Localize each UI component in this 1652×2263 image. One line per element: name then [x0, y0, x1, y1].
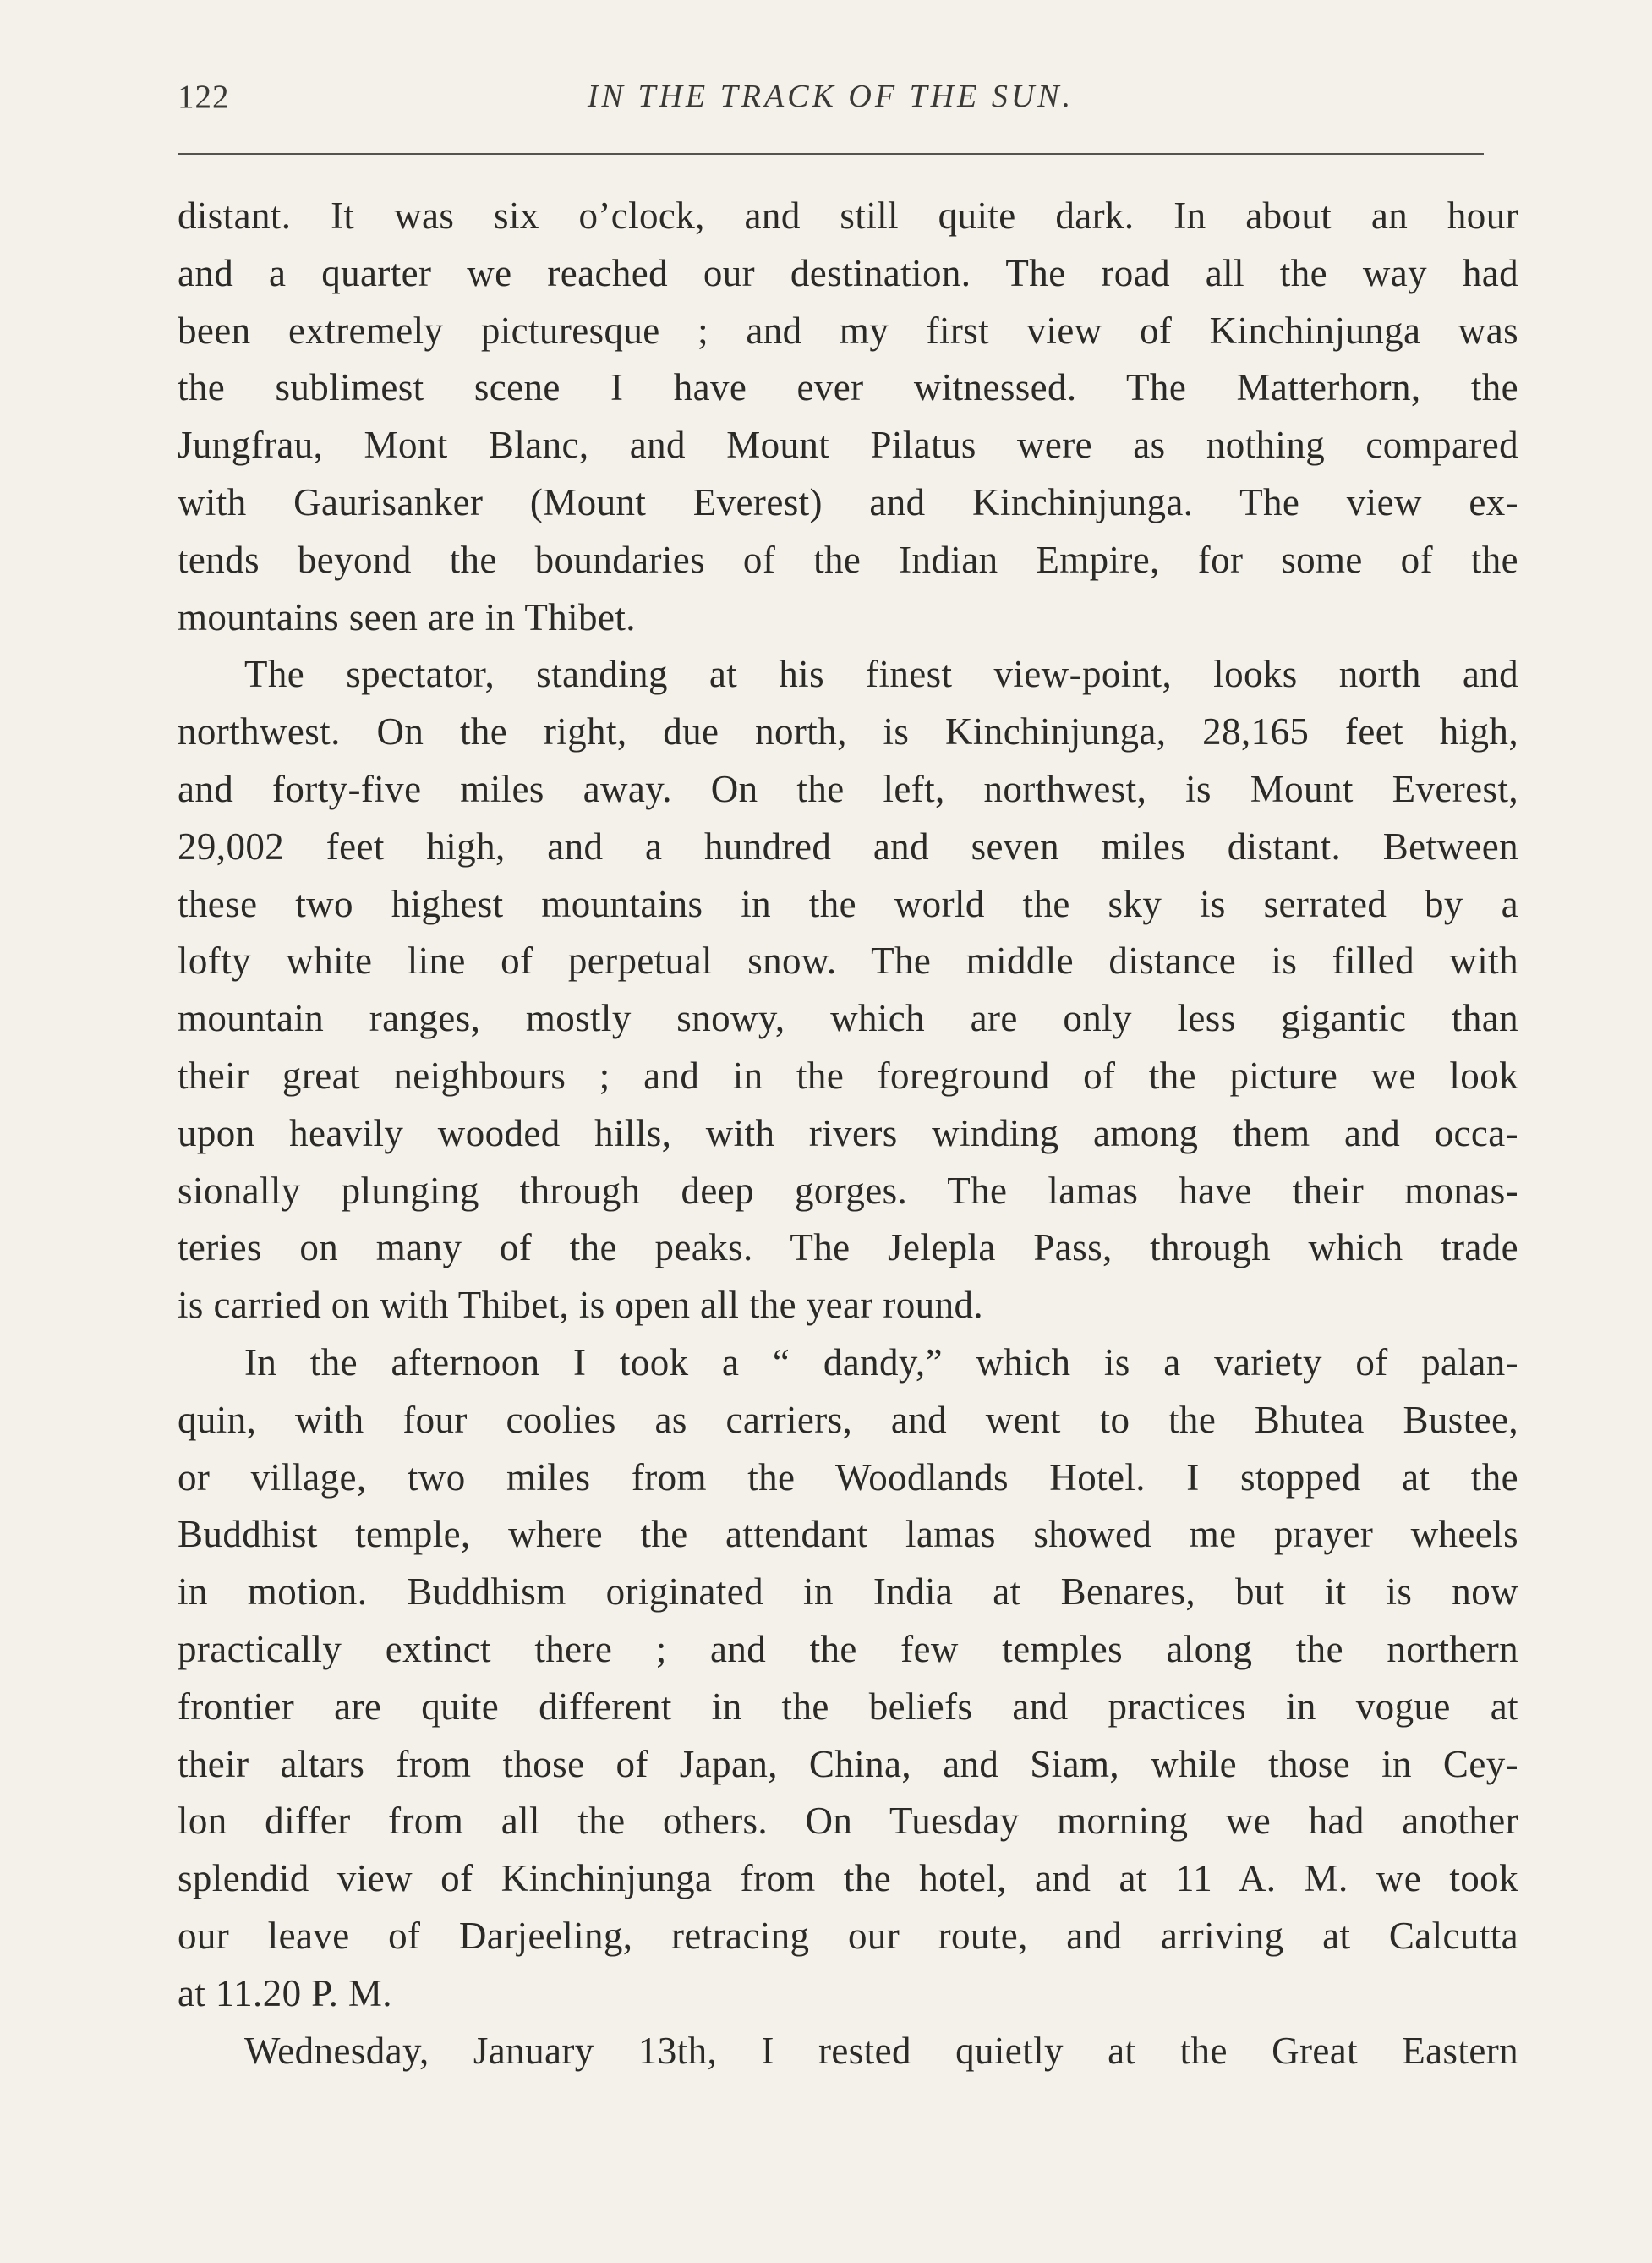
- text-line: teries on many of the peaks. The Jelepla Pass, through which trade: [178, 1226, 1518, 1269]
- text-line: frontier are quite different in the beliefs and practices in vogue at: [178, 1685, 1518, 1728]
- page-number: 122: [178, 79, 230, 115]
- text-line: or village, two miles from the Woodlands Hotel. I stopped at the: [178, 1455, 1518, 1499]
- text-line: The spectator, standing at his finest view-point, looks north and: [244, 653, 1518, 696]
- text-line: quin, with four coolies as carriers, and went to the Bhutea Bustee,: [178, 1398, 1518, 1441]
- text-line: practically extinct there ; and the few temples along the northern: [178, 1627, 1518, 1670]
- text-line: Jungfrau, Mont Blanc, and Mount Pilatus were as nothing compared: [178, 424, 1518, 467]
- running-title: IN THE TRACK OF THE SUN.: [587, 79, 1075, 114]
- text-line: their altars from those of Japan, China, and Siam, while those in Cey-: [178, 1742, 1518, 1785]
- text-line: lon differ from all the others. On Tuesday morning we had another: [178, 1800, 1518, 1843]
- text-line: northwest. On the right, due north, is Kinchinjunga, 28,165 feet high,: [178, 710, 1518, 753]
- header-rule: [178, 153, 1484, 155]
- text-line: and forty-five miles away. On the left, northwest, is Mount Everest,: [178, 767, 1518, 810]
- text-line: mountain ranges, mostly snowy, which are only less gigantic than: [178, 997, 1518, 1040]
- text-line: Buddhist temple, where the attendant lamas showed me prayer wheels: [178, 1513, 1518, 1556]
- text-line: Wednesday, January 13th, I rested quietly at the Great Eastern: [244, 2029, 1518, 2072]
- text-line: lofty white line of perpetual snow. The middle distance is filled with: [178, 940, 1518, 983]
- text-line: with Gaurisanker (Mount Everest) and Kinchinjunga. The view ex-: [178, 480, 1518, 523]
- text-line: in motion. Buddhism originated in India at Benares, but it is now: [178, 1570, 1518, 1614]
- text-line: these two highest mountains in the world the sky is serrated by a: [178, 882, 1518, 925]
- text-line: mountains seen are in Thibet.: [178, 595, 636, 638]
- text-line: In the afternoon I took a “ dandy,” which is a variety of palan-: [244, 1340, 1518, 1384]
- text-line: their great neighbours ; and in the foreground of the picture we look: [178, 1054, 1518, 1097]
- text-line: sionally plunging through deep gorges. The lamas have their monas-: [178, 1169, 1518, 1212]
- text-line: distant. It was six o’clock, and still quite dark. In about an hour: [178, 195, 1518, 237]
- text-line: splendid view of Kinchinjunga from the hotel, and at 11 A. M. we took: [178, 1857, 1518, 1900]
- text-line: and a quarter we reached our destination. The road all the way had: [178, 251, 1518, 294]
- text-line: is carried on with Thibet, is open all the year round.: [178, 1284, 984, 1327]
- body-text: [178, 188, 1518, 2079]
- text-line: our leave of Darjeeling, retracing our route, and arriving at Calcutta: [178, 1914, 1518, 1957]
- text-line: tends beyond the boundaries of the Indian Empire, for some of the: [178, 538, 1518, 581]
- page-header: [178, 78, 1484, 120]
- text-line: at 11.20 P. M.: [178, 1971, 392, 2014]
- text-line: the sublimest scene I have ever witnessed. The Matterhorn, the: [178, 366, 1518, 409]
- text-line: 29,002 feet high, and a hundred and seven miles distant. Between: [178, 825, 1518, 868]
- text-line: upon heavily wooded hills, with rivers winding among them and occa-: [178, 1111, 1518, 1154]
- text-line: been extremely picturesque ; and my first view of Kinchinjunga was: [178, 309, 1518, 352]
